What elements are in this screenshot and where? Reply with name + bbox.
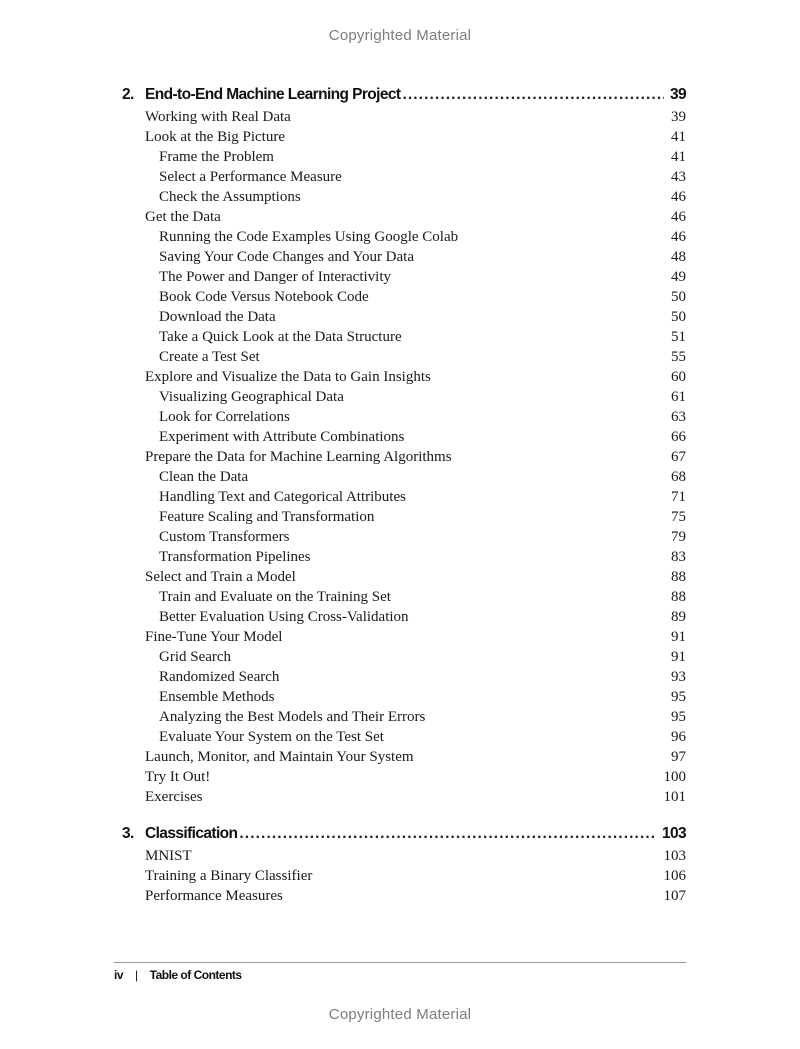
footer-separator: |: [135, 968, 138, 982]
toc-entry-title: Clean the Data: [159, 469, 249, 485]
toc-entry-page: 66: [671, 429, 686, 445]
chapter-number: 2.: [122, 86, 134, 103]
toc-entry-title: Select and Train a Model: [145, 569, 296, 585]
toc-entry[interactable]: [122, 387, 686, 407]
toc-entry[interactable]: [122, 866, 686, 886]
toc-entry-title: Visualizing Geographical Data: [159, 389, 344, 405]
chapter-title: Classification: [145, 825, 238, 842]
toc-entry-title: Get the Data: [145, 209, 221, 225]
toc-entry-title: Fine-Tune Your Model: [145, 629, 283, 645]
toc-entry[interactable]: [122, 787, 686, 807]
toc-entry-title: Working with Real Data: [145, 109, 291, 125]
toc-entry-title: The Power and Danger of Interactivity: [159, 269, 391, 285]
toc-entry-title: Take a Quick Look at the Data Structure: [159, 329, 402, 345]
toc-entry-page: 55: [671, 349, 686, 365]
footer-page-number: iv: [114, 968, 124, 982]
toc-entry-page: 48: [671, 249, 686, 265]
toc-entry-title: Running the Code Examples Using Google Colab: [159, 229, 459, 245]
dot-leader: [239, 825, 656, 843]
toc-entry[interactable]: [122, 147, 686, 167]
toc-entry-page: 79: [671, 529, 686, 545]
toc-entry[interactable]: [122, 627, 686, 647]
copyright-watermark-bottom: Copyrighted Material: [328, 1006, 472, 1023]
toc-entry-title: Custom Transformers: [159, 529, 290, 545]
toc-entry-page: 41: [671, 129, 686, 145]
toc-entry-title: Training a Binary Classifier: [145, 868, 313, 884]
toc-entry[interactable]: [122, 767, 686, 787]
toc-entry[interactable]: [122, 727, 686, 747]
toc-entry-page: 75: [671, 509, 686, 525]
toc-entry-page: 46: [671, 229, 686, 245]
toc-entry-page: 51: [671, 329, 686, 345]
toc-entry-title: Feature Scaling and Transformation: [159, 509, 375, 525]
toc-entry-page: 61: [671, 389, 686, 405]
toc-entry[interactable]: [122, 467, 686, 487]
toc-entry-title: Prepare the Data for Machine Learning Algorithms: [145, 449, 452, 465]
toc-entry-page: 43: [671, 169, 686, 185]
chapter-heading[interactable]: [122, 825, 686, 846]
toc-entry-page: 68: [671, 469, 686, 485]
dot-leader: [402, 86, 664, 104]
toc-entry[interactable]: [122, 207, 686, 227]
toc-entry-page: 107: [663, 888, 686, 904]
toc-entry-title: Look for Correlations: [159, 409, 290, 425]
toc-entry-title: Launch, Monitor, and Maintain Your System: [145, 749, 414, 765]
toc-entry[interactable]: [122, 507, 686, 527]
toc-entry-title: Randomized Search: [159, 669, 280, 685]
chapter-heading[interactable]: [122, 86, 686, 107]
toc-entry-title: Handling Text and Categorical Attributes: [159, 489, 406, 505]
toc-entry[interactable]: [122, 287, 686, 307]
toc-entry-title: Ensemble Methods: [159, 689, 275, 705]
toc-entry[interactable]: [122, 367, 686, 387]
toc-entry-title: Experiment with Attribute Combinations: [159, 429, 405, 445]
toc-entry-page: 106: [663, 868, 686, 884]
toc-entry[interactable]: [122, 667, 686, 687]
toc-entry-page: 103: [663, 848, 686, 864]
toc-entry-title: Grid Search: [159, 649, 232, 665]
toc-entry-title: MNIST: [145, 848, 192, 864]
toc-entry-title: Exercises: [145, 789, 203, 805]
toc-entry[interactable]: [122, 687, 686, 707]
chapter-title: End-to-End Machine Learning Project: [145, 86, 401, 103]
toc-entry-title: Performance Measures: [145, 888, 283, 904]
page-footer: [114, 968, 242, 982]
chapter-page: 39: [669, 86, 686, 103]
toc-entry[interactable]: [122, 327, 686, 347]
toc-entry[interactable]: [122, 427, 686, 447]
toc-entry[interactable]: [122, 127, 686, 147]
toc-entry[interactable]: [122, 267, 686, 287]
toc-entry-page: 50: [671, 289, 686, 305]
toc-entry-page: 100: [663, 769, 686, 785]
toc-entry[interactable]: [122, 227, 686, 247]
toc-entry[interactable]: [122, 527, 686, 547]
toc-entry-page: 95: [671, 689, 686, 705]
toc-entry-title: Evaluate Your System on the Test Set: [159, 729, 384, 745]
toc-chapter-3: [122, 825, 686, 906]
toc-entry[interactable]: [122, 167, 686, 187]
toc-entry-title: Look at the Big Picture: [145, 129, 285, 145]
toc-entry-title: Download the Data: [159, 309, 276, 325]
toc-entry[interactable]: [122, 846, 686, 866]
chapter-entries: [122, 846, 686, 906]
chapter-page: 103: [661, 825, 686, 842]
toc-entry-title: Train and Evaluate on the Training Set: [159, 589, 391, 605]
toc-entry[interactable]: [122, 307, 686, 327]
toc-entry[interactable]: [122, 647, 686, 667]
footer-rule: [114, 962, 686, 963]
chapter-number: 3.: [122, 825, 134, 842]
toc-entry-page: 91: [671, 629, 686, 645]
toc-entry[interactable]: [122, 347, 686, 367]
toc-entry-title: Explore and Visualize the Data to Gain Insights: [145, 369, 431, 385]
toc-entry-page: 91: [671, 649, 686, 665]
toc-entry-page: 49: [671, 269, 686, 285]
toc-entry[interactable]: [122, 747, 686, 767]
chapter-entries: [122, 107, 686, 807]
toc-entry-page: 83: [671, 549, 686, 565]
toc-entry-title: Better Evaluation Using Cross-Validation: [159, 609, 409, 625]
toc-entry[interactable]: [122, 607, 686, 627]
toc-entry-page: 50: [671, 309, 686, 325]
toc-entry-page: 101: [663, 789, 686, 805]
toc-entry-page: 46: [671, 189, 686, 205]
toc-entry[interactable]: [122, 447, 686, 467]
copyright-watermark-top: Copyrighted Material: [328, 27, 472, 44]
toc-entry-title: Check the Assumptions: [159, 189, 301, 205]
toc-entry-title: Create a Test Set: [159, 349, 260, 365]
toc-entry-page: 96: [671, 729, 686, 745]
toc-entry[interactable]: [122, 707, 686, 727]
toc-entry[interactable]: [122, 547, 686, 567]
toc-entry-title: Try It Out!: [145, 769, 211, 785]
toc-entry-page: 71: [671, 489, 686, 505]
toc-entry-page: 60: [671, 369, 686, 385]
toc-entry-page: 89: [671, 609, 686, 625]
toc-entry-title: Book Code Versus Notebook Code: [159, 289, 369, 305]
toc-entry-page: 67: [671, 449, 686, 465]
toc-entry[interactable]: [122, 886, 686, 906]
toc-entry-page: 95: [671, 709, 686, 725]
toc-entry-page: 41: [671, 149, 686, 165]
toc-entry[interactable]: [122, 187, 686, 207]
footer-section-title: Table of Contents: [149, 968, 242, 982]
toc-entry-page: 39: [671, 109, 686, 125]
toc-entry[interactable]: [122, 487, 686, 507]
toc-entry[interactable]: [122, 247, 686, 267]
toc-entry-title: Analyzing the Best Models and Their Errors: [159, 709, 426, 725]
toc-entry-page: 93: [671, 669, 686, 685]
toc-entry[interactable]: [122, 407, 686, 427]
toc-entry-title: Saving Your Code Changes and Your Data: [159, 249, 414, 265]
toc-entry-title: Select a Performance Measure: [159, 169, 342, 185]
toc-entry-page: 88: [671, 569, 686, 585]
toc-entry-page: 88: [671, 589, 686, 605]
toc-entry[interactable]: [122, 567, 686, 587]
toc-chapter-2: [122, 86, 686, 807]
toc-entry-page: 63: [671, 409, 686, 425]
toc-entry-title: Transformation Pipelines: [159, 549, 311, 565]
toc-entry-page: 97: [671, 749, 686, 765]
toc-entry[interactable]: [122, 107, 686, 127]
toc-entry-title: Frame the Problem: [159, 149, 274, 165]
toc-entry[interactable]: [122, 587, 686, 607]
toc-entry-page: 46: [671, 209, 686, 225]
